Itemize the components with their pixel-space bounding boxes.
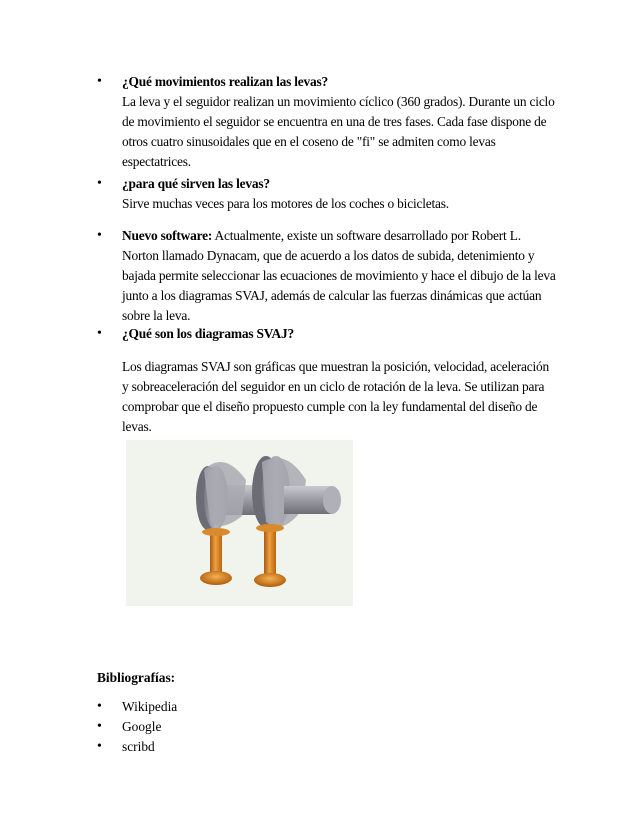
bibliography-item: Wikipedia bbox=[122, 699, 178, 714]
left-follower-base bbox=[200, 571, 232, 585]
right-follower-base bbox=[254, 573, 286, 587]
bibliography-list bbox=[97, 697, 177, 757]
section-que-movimientos bbox=[97, 72, 557, 172]
bullet-icon: • bbox=[97, 739, 102, 754]
section-text: La leva y el seguidor realizan un movimiento cíclico (360 grados). Durante un ciclo de movimiento el seguidor se encuentra en una de tres fases. Cada fase dispone de otros cuatro sinusoidales que en el coseno de "fi" se admiten como levas espectatrices. bbox=[122, 94, 555, 169]
section-text: Actualmente, existe un software desarrollado por Robert L. Norton llamado Dynacam, que de acuerdo a los datos de subida, detenimiento y bajada permite seleccionar las ecuaciones de movimiento y hace el dibujo de la leva junto a los diagramas SVAJ, además de calcular las fuerzas dinámicas que actúan sobre la leva. bbox=[122, 228, 556, 323]
shaft-right-end bbox=[323, 486, 341, 514]
bibliography-item: Google bbox=[122, 719, 162, 734]
list-item bbox=[97, 697, 177, 717]
list-item bbox=[97, 717, 177, 737]
left-follower-cap bbox=[202, 528, 230, 536]
bullet-icon: • bbox=[97, 699, 102, 714]
right-follower-stem bbox=[264, 528, 276, 576]
bullet-icon: • bbox=[97, 719, 102, 734]
left-cam-lobe bbox=[204, 462, 246, 526]
right-follower-cap bbox=[256, 524, 284, 532]
bibliography-heading: Bibliografías: bbox=[97, 670, 176, 685]
section-heading: ¿Qué movimientos realizan las levas? bbox=[122, 74, 329, 89]
section-heading: ¿Qué son los diagramas SVAJ? bbox=[122, 326, 294, 341]
bullet-icon: • bbox=[97, 228, 102, 243]
bullet-icon: • bbox=[97, 176, 102, 191]
section-heading: Nuevo software: bbox=[122, 228, 213, 243]
left-follower-stem bbox=[210, 532, 222, 574]
bibliography-item: scribd bbox=[122, 739, 155, 754]
cam-follower-illustration bbox=[126, 440, 353, 606]
bullet-icon: • bbox=[97, 326, 102, 341]
list-item bbox=[97, 737, 177, 757]
section-text: Los diagramas SVAJ son gráficas que muestran la posición, velocidad, aceleración y sobreaceleración del seguidor en un ciclo de rotación de la leva. Se utilizan para comprobar que el diseño propuesto cumple con la ley fundamental del diseño de levas. bbox=[122, 359, 549, 434]
section-para-que-sirven bbox=[97, 174, 557, 214]
section-heading: ¿para qué sirven las levas? bbox=[122, 176, 270, 191]
cam-shaft-drawing bbox=[126, 440, 353, 606]
section-diagramas-svaj bbox=[97, 324, 557, 344]
section-text: Sirve muchas veces para los motores de los coches o bicicletas. bbox=[122, 196, 449, 211]
bullet-icon: • bbox=[97, 74, 102, 89]
section-nuevo-software bbox=[97, 226, 557, 326]
